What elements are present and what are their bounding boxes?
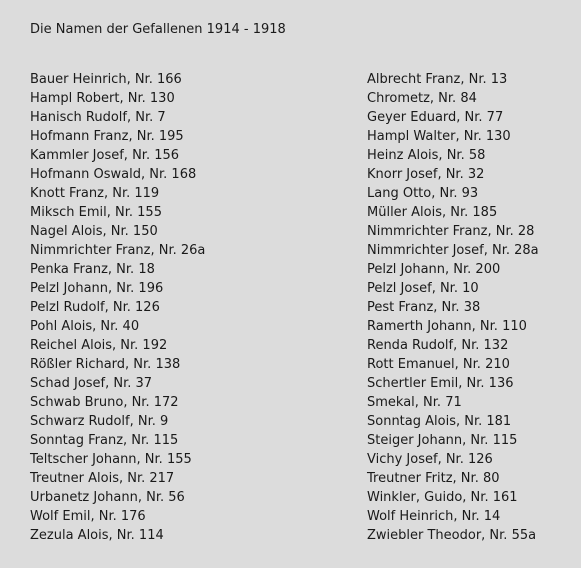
name-entry: Smekal, Nr. 71: [367, 395, 462, 410]
name-entry: Schwarz Rudolf, Nr. 9: [30, 414, 169, 429]
name-entry: Schad Josef, Nr. 37: [30, 376, 153, 391]
name-entry: Teltscher Johann, Nr. 155: [30, 452, 192, 467]
name-entry: Treutner Fritz, Nr. 80: [367, 471, 500, 486]
name-entry: Kammler Josef, Nr. 156: [30, 148, 180, 163]
name-entry: Pelzl Josef, Nr. 10: [367, 281, 479, 296]
name-entry: Müller Alois, Nr. 185: [367, 205, 498, 220]
name-entry: Nagel Alois, Nr. 150: [30, 224, 158, 239]
name-entry: Heinz Alois, Nr. 58: [367, 148, 486, 163]
name-entry: Hampl Walter, Nr. 130: [367, 129, 511, 144]
name-entry: Lang Otto, Nr. 93: [367, 186, 479, 201]
name-entry: Nimmrichter Josef, Nr. 28a: [367, 243, 539, 258]
name-entry: Wolf Emil, Nr. 176: [30, 509, 146, 524]
name-entry: Winkler, Guido, Nr. 161: [367, 490, 518, 505]
name-entry: Vichy Josef, Nr. 126: [367, 452, 493, 467]
name-entry: Hofmann Franz, Nr. 195: [30, 129, 184, 144]
name-entry: Pest Franz, Nr. 38: [367, 300, 481, 315]
page-title: Die Namen der Gefallenen 1914 - 1918: [30, 22, 286, 37]
name-entry: Rößler Richard, Nr. 138: [30, 357, 181, 372]
name-entry: Reichel Alois, Nr. 192: [30, 338, 168, 353]
name-entry: Knott Franz, Nr. 119: [30, 186, 160, 201]
name-entry: Hanisch Rudolf, Nr. 7: [30, 110, 166, 125]
name-entry: Zwiebler Theodor, Nr. 55a: [367, 528, 537, 543]
names-list-right: [367, 70, 539, 545]
name-entry: Bauer Heinrich, Nr. 166: [30, 72, 182, 87]
name-entry: Nimmrichter Franz, Nr. 28: [367, 224, 535, 239]
name-entry: Renda Rudolf, Nr. 132: [367, 338, 509, 353]
name-entry: Albrecht Franz, Nr. 13: [367, 72, 508, 87]
name-entry: Pelzl Johann, Nr. 200: [367, 262, 501, 277]
name-entry: Treutner Alois, Nr. 217: [30, 471, 175, 486]
name-entry: Schwab Bruno, Nr. 172: [30, 395, 179, 410]
name-entry: Penka Franz, Nr. 18: [30, 262, 155, 277]
name-entry: Geyer Eduard, Nr. 77: [367, 110, 504, 125]
name-entry: Pohl Alois, Nr. 40: [30, 319, 140, 334]
name-entry: Sonntag Franz, Nr. 115: [30, 433, 179, 448]
name-entry: Hampl Robert, Nr. 130: [30, 91, 175, 106]
name-entry: Rott Emanuel, Nr. 210: [367, 357, 510, 372]
name-entry: Schertler Emil, Nr. 136: [367, 376, 514, 391]
name-entry: Zezula Alois, Nr. 114: [30, 528, 164, 543]
name-entry: Pelzl Johann, Nr. 196: [30, 281, 164, 296]
name-entry: Hofmann Oswald, Nr. 168: [30, 167, 197, 182]
name-entry: Chrometz, Nr. 84: [367, 91, 477, 106]
name-entry: Nimmrichter Franz, Nr. 26a: [30, 243, 206, 258]
name-entry: Knorr Josef, Nr. 32: [367, 167, 485, 182]
name-entry: Sonntag Alois, Nr. 181: [367, 414, 512, 429]
name-entry: Urbanetz Johann, Nr. 56: [30, 490, 185, 505]
name-entry: Steiger Johann, Nr. 115: [367, 433, 518, 448]
name-entry: Ramerth Johann, Nr. 110: [367, 319, 527, 334]
name-entry: Wolf Heinrich, Nr. 14: [367, 509, 501, 524]
name-entry: Pelzl Rudolf, Nr. 126: [30, 300, 160, 315]
name-entry: Miksch Emil, Nr. 155: [30, 205, 162, 220]
names-list-left: [30, 70, 205, 545]
